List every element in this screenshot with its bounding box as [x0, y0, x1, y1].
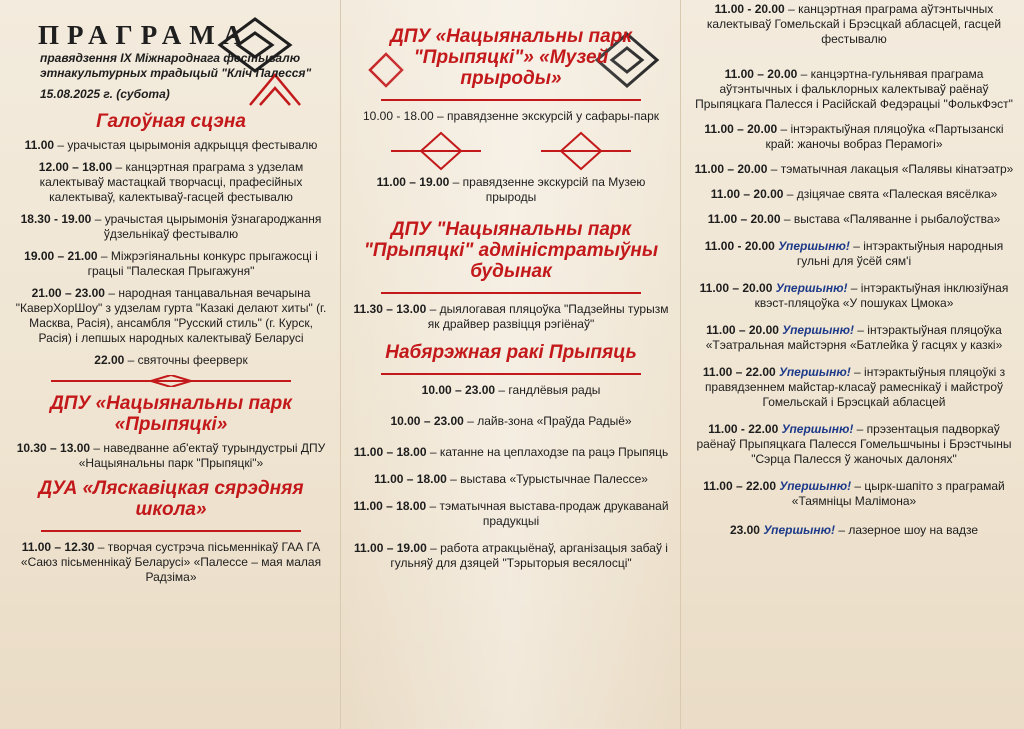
- ornament-icon: [381, 288, 641, 298]
- new-badge: Упершыню!: [775, 281, 848, 295]
- item-time: 10.00 – 23.00: [421, 383, 496, 397]
- item-text: – прэзентацыя падворкаў раёнаў Прыпяцкага Палесся Гомельшчыны і Брэстчыны "Сэрца Палесся ў жаночых далонях": [696, 422, 1012, 466]
- section-title: Галоўная сцэна: [96, 111, 246, 132]
- schedule-item: [14, 138, 328, 153]
- schedule-item: [353, 541, 669, 571]
- item-time: 12.00 – 18.00: [38, 160, 113, 174]
- item-time: 11.00 – 19.00: [354, 541, 427, 555]
- subtitle-line: правядзення IX Міжнароднага фестывалю: [40, 51, 301, 65]
- schedule-item: [692, 523, 1016, 538]
- schedule-item: [692, 2, 1016, 47]
- item-time: 10.00 - 18.00: [362, 109, 434, 123]
- schedule-item: [353, 499, 669, 529]
- item-text: – творчая сустрэча пісьменнікаў ГАА ГА «Саюз пісьменнікаў Беларусі» «Палессе – мая малая Радзіма»: [20, 540, 322, 584]
- item-text: – работа атракцыёнаў, арганізацыя забаў і гульняў для дзяцей "Тэрыторыя весялосці": [390, 541, 668, 570]
- item-time: 11.00 – 20.00: [706, 323, 779, 337]
- item-time: 11.00 – 22.00: [702, 365, 776, 379]
- ornament-icon: [381, 369, 641, 379]
- schedule-item: [692, 67, 1016, 112]
- schedule-item: [692, 323, 1016, 353]
- section-title: ДПУ "Нацыянальны парк "Прыпяцкі" адміністратыўны будынак: [363, 219, 659, 282]
- item-time: 11.30 – 13.00: [353, 302, 427, 316]
- item-time: 10.30 – 13.00: [16, 441, 91, 455]
- item-text: – тэматычная выстава-продаж друкаванай прадукцыі: [426, 499, 669, 528]
- section-title: ДПУ «Нацыянальны парк "Прыпяцкі"» «Музей прыроды»: [390, 26, 632, 89]
- schedule-item: [353, 472, 669, 487]
- item-text: – лайв-зона «Праўда Радыё»: [463, 414, 632, 428]
- column-divider: [680, 0, 681, 729]
- subtitle-line: этнакультурных традыцый "Кліч Палесся": [40, 66, 312, 80]
- ornament-icon: [381, 95, 641, 105]
- item-text: – канцэртна-гульнявая праграма аўтэнтычных і фальклорных калектываў раёнаў Прыпяцкага Палесся і Расійскай Федэрацыі "ФолькФэст": [695, 67, 1013, 111]
- schedule-item: [353, 109, 669, 124]
- ornament-divider: [14, 375, 328, 387]
- schedule-item: [692, 122, 1016, 152]
- item-text: – катанне на цеплаходзе па рацэ Прыпяць: [426, 445, 669, 459]
- item-time: 18.30 - 19.00: [20, 212, 92, 226]
- item-text: – інтэрактыўная пляцоўка «Партызанскі край: жаночы вобраз Перамогі»: [765, 122, 1004, 151]
- item-time: 11.00 - 20.00: [704, 239, 775, 253]
- section-title: Набярэжная ракі Прыпяць: [385, 342, 637, 363]
- item-time: 23.00: [729, 523, 760, 537]
- item-text: – народная танцавальная вечарына "КаверХорШоу" з удзелам гурта "Казакі делают хиты" (г. Масква, Расія), ансамбля "Русский стиль" (г. Курск, Расія) і лепшых народных калектываў Беларусі: [15, 286, 327, 345]
- new-badge: Упершыню!: [781, 422, 854, 436]
- item-text: – выстава «Паляванне і рыбалоўства»: [780, 212, 1001, 226]
- ornament-divider: [353, 288, 669, 298]
- new-badge: Упершыню!: [782, 323, 854, 337]
- item-text: – лазерное шоу на вадзе: [835, 523, 979, 537]
- item-text: – выстава «Турыстычнае Палессе»: [446, 472, 648, 486]
- item-text: – наведванне аб'ектаў турындустрыі ДПУ «Нацыянальны парк "Прыпяцкі"»: [78, 441, 326, 470]
- item-time: 19.00 – 21.00: [24, 249, 98, 263]
- item-time: 11.00 – 22.00: [703, 479, 777, 493]
- right-column: [684, 0, 1024, 729]
- item-text: – тэматычная лакацыя «Палявы кінатэатр»: [767, 162, 1014, 176]
- schedule-item: [692, 239, 1016, 269]
- item-time: 11.00 – 20.00: [710, 187, 784, 201]
- item-text: – Міжрэгіянальны конкурс прыгажосці і грацыі "Палеская Прыгажуня": [87, 249, 318, 278]
- ornament-divider: [353, 95, 669, 105]
- ornament-divider: [14, 526, 328, 536]
- ornament-divider: [353, 131, 669, 171]
- schedule-item: [692, 187, 1016, 202]
- schedule-item: [692, 422, 1016, 467]
- item-time: 11.00 – 20.00: [724, 67, 798, 81]
- ornament-icon: [381, 131, 641, 171]
- new-badge: Упершыню!: [779, 479, 852, 493]
- schedule-item: [353, 302, 669, 332]
- item-time: 11.00: [24, 138, 55, 152]
- schedule-item: [14, 540, 328, 585]
- item-time: 11.00 – 18.00: [353, 445, 427, 459]
- schedule-item: [353, 175, 669, 205]
- section-title: ДПУ «Нацыянальны парк «Прыпяцкі»: [50, 393, 292, 435]
- item-text: – інтэрактыўная пляцоўка «Тэатральная майстэрня «Батлейка ў гасцях у казкі»: [705, 323, 1003, 352]
- item-text: – цырк-шапіто з праграмай «Таямніцы Малімона»: [791, 479, 1005, 508]
- new-badge: Упершыню!: [763, 523, 836, 537]
- item-time: 11.00 – 20.00: [694, 162, 768, 176]
- schedule-item: [14, 353, 328, 368]
- item-text: – канцэртная праграма аўтэнтычных калектываў Гомельскай і Брэсцкай абласцей, гасцей фестывалю: [706, 2, 1002, 46]
- ornament-icon: [51, 375, 291, 387]
- item-text: – інтэрактыўная інклюзіўная квэст-пляцоўка «У пошуках Цмока»: [754, 281, 1009, 310]
- event-date: 15.08.2025 г. (субота): [40, 87, 170, 101]
- middle-column: [345, 0, 677, 729]
- item-time: 11.00 - 20.00: [714, 2, 785, 16]
- item-time: 11.00 - 22.00: [708, 422, 779, 436]
- item-time: 11.00 – 20.00: [704, 122, 778, 136]
- schedule-item: [692, 479, 1016, 509]
- item-text: – святочны феерверк: [124, 353, 248, 367]
- section-title: ДУА «Ляскавіцкая сярэдняя школа»: [38, 478, 304, 520]
- item-text: – правядзенне экскурсій па Музею прыроды: [449, 175, 646, 204]
- item-time: 22.00: [94, 353, 125, 367]
- new-badge: Упершыню!: [778, 239, 850, 253]
- left-column: [0, 0, 338, 729]
- schedule-item: [14, 212, 328, 242]
- item-text: – урачыстая цырымонія ўзнагароджання ўдзельнікаў фестывалю: [91, 212, 322, 241]
- page-title: ПРАГРАМА: [38, 20, 251, 50]
- schedule-item: [692, 365, 1016, 410]
- item-text: – правядзенне экскурсій у сафары-парк: [433, 109, 660, 123]
- schedule-item: [692, 162, 1016, 177]
- schedule-item: [353, 445, 669, 460]
- item-time: 11.00 – 20.00: [707, 212, 781, 226]
- schedule-item: [353, 383, 669, 398]
- item-time: 11.00 – 18.00: [353, 499, 427, 513]
- column-divider: [340, 0, 341, 729]
- ornament-divider: [353, 369, 669, 379]
- item-time: 11.00 – 12.30: [21, 540, 95, 554]
- new-badge: Упершыню!: [779, 365, 851, 379]
- ornament-icon: [41, 526, 301, 536]
- item-time: 11.00 – 20.00: [699, 281, 773, 295]
- schedule-item: [692, 281, 1016, 311]
- schedule-item: [692, 212, 1016, 227]
- item-text: – урачыстая цырымонія адкрыцця фестывалю: [54, 138, 318, 152]
- item-text: – канцэртная праграма з удзелам калектываў мастацкай творчасці, прафесійных калектываў, калектываў-гасцей фестывалю: [39, 160, 304, 204]
- schedule-item: [14, 160, 328, 205]
- item-time: 21.00 – 23.00: [31, 286, 105, 300]
- item-text: – дзіцячае свята «Палеская вясёлка»: [783, 187, 998, 201]
- item-text: – дыялогавая пляцоўка "Падзейны турызм як драйвер развіцця рэгіёнаў": [426, 302, 669, 331]
- schedule-item: [14, 249, 328, 279]
- item-time: 11.00 – 18.00: [374, 472, 447, 486]
- item-text: – інтэрактыўныя пляцоўкі з правядзеннем майстар-класаў рамеснікаў і майстроў Гомельскай і Брэсцкай абласцей: [704, 365, 1006, 409]
- schedule-item: [353, 414, 669, 429]
- item-text: – гандлёвыя рады: [495, 383, 601, 397]
- schedule-item: [14, 441, 328, 471]
- schedule-item: [14, 286, 328, 346]
- item-time: 11.00 – 19.00: [376, 175, 450, 189]
- item-text: – інтэрактыўныя народныя гульні для ўсёй сям'і: [796, 239, 1004, 268]
- item-time: 10.00 – 23.00: [390, 414, 464, 428]
